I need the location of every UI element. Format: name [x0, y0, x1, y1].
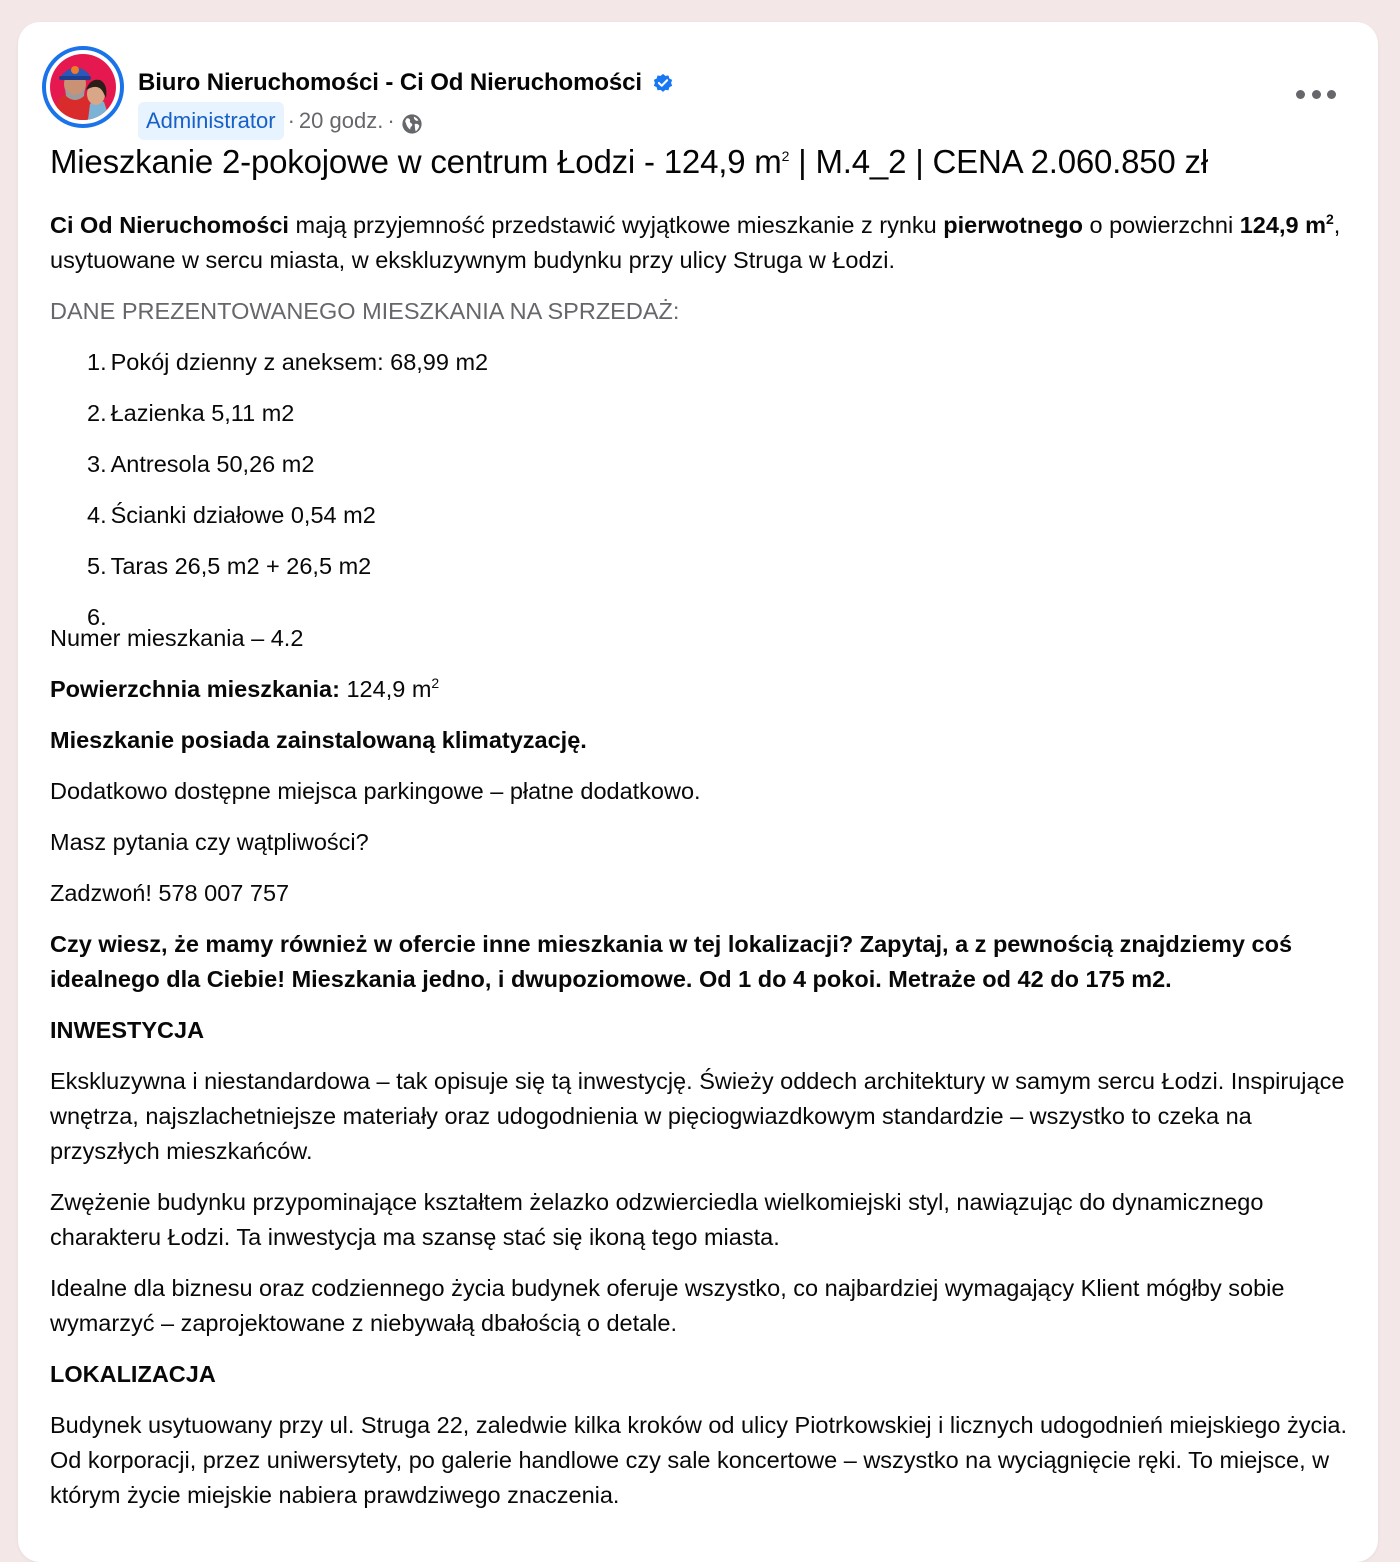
investment-paragraph: Idealne dla biznesu oraz codziennego życia budynek oferuje wszystko, co najbardziej wymagający Klient mógłby sobie wymarzyć – zaprojektowane z niebywałą dbałością o detale. — [50, 1275, 1285, 1336]
role-badge: Administrator — [138, 102, 284, 140]
offer-note — [50, 927, 1360, 997]
room-item — [87, 498, 1360, 533]
verified-badge-icon — [652, 72, 674, 94]
globe-icon[interactable] — [401, 110, 423, 132]
title-superscript: 2 — [781, 148, 790, 164]
post-meta — [138, 102, 423, 140]
post-title — [50, 140, 1360, 184]
post-card — [18, 22, 1378, 1562]
apartment-number: Numer mieszkania – 4.2 — [50, 625, 304, 651]
location-paragraph: Budynek usytuowany przy ul. Struga 22, zaledwie kilka kroków od ulicy Piotrkowskiej i licznych udogodnień miejskiego życia. Od korporacji, przez uniwersytety, po galerie handlowe czy sale koncertowe – wszystko na wyciągnięcie ręki. To miejsce, w którym życie miejskie nabiera prawdziwego znaczenia. — [50, 1412, 1348, 1508]
room-item — [87, 396, 1360, 431]
details-heading: DANE PREZENTOWANEGO MIESZKANIA NA SPRZEDAŻ: — [50, 298, 680, 324]
room-label: Ścianki działowe 0,54 m2 — [110, 502, 376, 528]
author-row — [138, 68, 674, 98]
intro-bold-market: pierwotnego — [943, 212, 1083, 238]
question-line: Masz pytania czy wątpliwości? — [50, 829, 369, 855]
room-number: 1. — [87, 349, 107, 375]
room-number: 4. — [87, 502, 107, 528]
ac-note — [50, 723, 1360, 758]
area-label: Powierzchnia mieszkania: — [50, 676, 340, 702]
room-item — [87, 447, 1360, 482]
intro-text: o powierzchni — [1082, 212, 1240, 238]
dot-icon — [1312, 90, 1321, 99]
ac-note-text: Mieszkanie posiada zainstalowaną klimatyzację. — [50, 727, 587, 753]
meta-separator: · — [287, 108, 295, 133]
room-number: 5. — [87, 553, 107, 579]
avatar-image — [50, 54, 116, 120]
area-line — [50, 672, 1360, 707]
intro-bold-company: Ci Od Nieruchomości — [50, 212, 289, 238]
parking-note: Dodatkowo dostępne miejsca parkingowe – płatne dodatkowo. — [50, 778, 701, 804]
page-avatar[interactable] — [42, 46, 124, 128]
area-sup: 2 — [431, 675, 440, 692]
dot-icon — [1327, 90, 1336, 99]
investment-heading: INWESTYCJA — [50, 1017, 205, 1043]
call-line: Zadzwoń! 578 007 757 — [50, 880, 290, 906]
intro-bold-area — [1240, 212, 1334, 238]
intro-area-sup: 2 — [1325, 211, 1334, 228]
meta-separator: · — [387, 108, 395, 133]
intro-area-value: 124,9 m — [1239, 212, 1326, 238]
intro-text: , usytuowane w sercu miasta, w ekskluzywnym budynku przy ulicy Struga w Łodzi. — [50, 212, 1341, 273]
room-item-empty — [87, 600, 1360, 630]
intro-paragraph — [50, 208, 1360, 278]
post-header — [42, 44, 1354, 133]
more-options-button[interactable] — [1296, 82, 1336, 106]
title-text-end: | M.4_2 | CENA 2.060.850 zł — [789, 143, 1208, 180]
room-label: Antresola 50,26 m2 — [110, 451, 315, 477]
dot-icon — [1296, 90, 1305, 99]
post-timestamp[interactable]: 20 godz. — [298, 108, 384, 133]
room-number: 6. — [87, 604, 107, 630]
room-number: 2. — [87, 400, 107, 426]
intro-text: mają przyjemność przedstawić wyjątkowe mieszkanie z rynku — [288, 212, 944, 238]
room-item — [87, 345, 1360, 380]
author-name[interactable]: Biuro Nieruchomości - Ci Od Nieruchomości — [138, 69, 642, 96]
investment-paragraph: Zwężenie budynku przypominające kształtem żelazko odzwierciedla wielkomiejski styl, nawiązując do dynamicznego charakteru Łodzi. Ta inwestycja ma szansę stać się ikoną tego miasta. — [50, 1189, 1264, 1250]
room-label: Pokój dzienny z aneksem: 68,99 m2 — [110, 349, 489, 375]
room-number: 3. — [87, 451, 107, 477]
avatar-photo-icon — [50, 54, 116, 120]
post-body — [50, 140, 1360, 1529]
rooms-list — [50, 345, 1360, 630]
room-label: Taras 26,5 m2 + 26,5 m2 — [110, 553, 372, 579]
room-label: Łazienka 5,11 m2 — [110, 400, 295, 426]
location-heading: LOKALIZACJA — [50, 1361, 216, 1387]
investment-paragraph: Ekskluzywna i niestandardowa – tak opisuje się tą inwestycję. Świeży oddech architektury w samym sercu Łodzi. Inspirujące wnętrza, najszlachetniejsze materiały oraz udogodnienia w pięciogwiazdkowym standardzie – wszystko to czeka na przyszłych mieszkańców. — [50, 1068, 1345, 1164]
room-item — [87, 549, 1360, 584]
title-text: Mieszkanie 2-pokojowe w centrum Łodzi - 124,9 m — [50, 143, 782, 180]
offer-note-text: Czy wiesz, że mamy również w ofercie inne mieszkania w tej lokalizacji? Zapytaj, a z pewnością znajdziemy coś idealnego dla Ciebie! Mieszkania jedno, i dwupoziomowe. Od 1 do 4 pokoi. Metraże od 42 do 175 m2. — [50, 931, 1293, 992]
area-value: 124,9 m — [339, 676, 432, 702]
